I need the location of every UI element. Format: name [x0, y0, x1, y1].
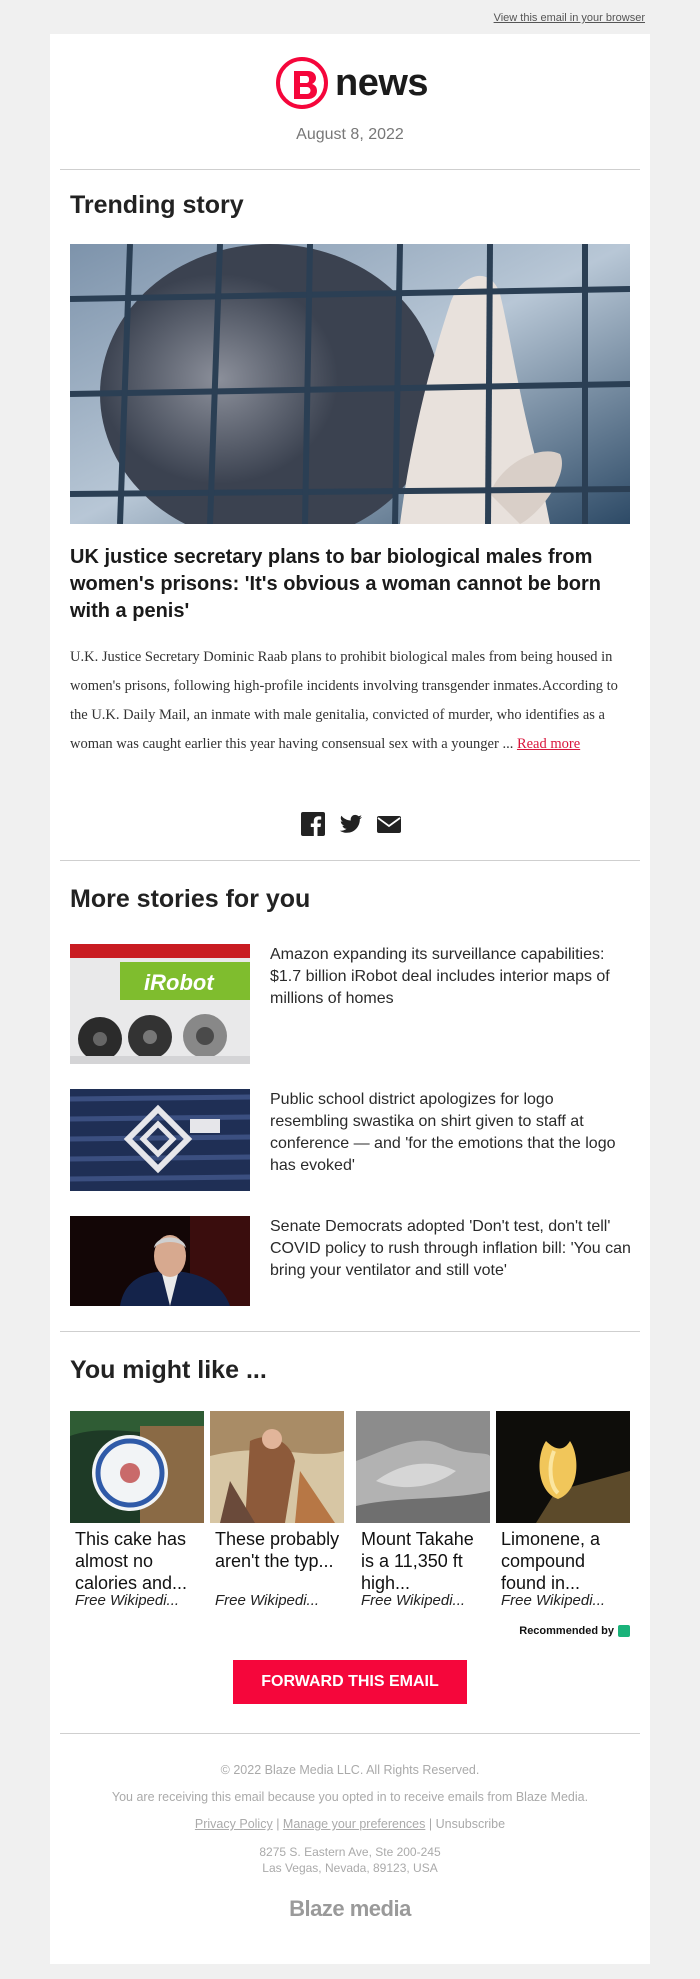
- you-might-like-heading: You might like ...: [70, 1356, 267, 1384]
- trending-headline[interactable]: UK justice secretary plans to bar biological males from women's prisons: 'It's obvious a woman cannot be born with a penis': [70, 546, 601, 622]
- divider: [60, 1733, 640, 1734]
- copyright-text: © 2022 Blaze Media LLC. All Rights Reserved.: [220, 1763, 480, 1777]
- opt-in-notice: You are receiving this email because you opted in to receive emails from Blaze Media.: [111, 1790, 589, 1804]
- recommended-by-label: Recommended by: [519, 1625, 614, 1637]
- rec-image-mountain[interactable]: [356, 1411, 490, 1523]
- blaze-media-logo: Blaze media: [289, 1896, 411, 1921]
- rec-image-illustration[interactable]: [210, 1411, 344, 1523]
- divider: [60, 1331, 640, 1332]
- rec-source-2: Free Wikipedi...: [215, 1592, 320, 1609]
- trending-body: U.K. Justice Secretary Dominic Raab plans to prohibit biological males from being housed in women's prisons, following high-profile incidents involving transgender inmates.According to the U.K. Daily Mail, an inmate with male genitalia, convicted of murder, who identifies as a woman was caught earlier this year having consensual sex with a younger ...: [70, 649, 618, 752]
- story-image-brand-text: iRobot: [144, 970, 214, 995]
- view-in-browser-link[interactable]: View this email in your browser: [493, 12, 645, 24]
- recommender-logo-icon: [618, 1625, 630, 1637]
- email-share-icon[interactable]: [376, 811, 402, 837]
- divider: [60, 169, 640, 170]
- more-stories-heading: More stories for you: [70, 885, 311, 913]
- story-image-irobot[interactable]: [70, 944, 250, 1064]
- address-line-2: Las Vegas, Nevada, 89123, USA: [262, 1861, 438, 1875]
- story-image-logo-shirt[interactable]: [70, 1089, 250, 1191]
- unsubscribe-link[interactable]: Unsubscribe: [435, 1817, 506, 1831]
- trending-summary: [70, 643, 630, 759]
- twitter-icon[interactable]: [338, 811, 364, 837]
- privacy-policy-link[interactable]: Privacy Policy: [194, 1817, 273, 1831]
- email-card: [50, 34, 650, 1964]
- rec-title-3[interactable]: Mount Takahe is a 11,350 ft high...: [361, 1529, 474, 1593]
- rec-source-4: Free Wikipedi...: [501, 1592, 606, 1609]
- share-bar: [300, 811, 402, 837]
- story-title-2[interactable]: Public school district apologizes for logo resembling swastika on shirt given to staff at conference — and 'for the emotions that the logo has evoked': [270, 1091, 616, 1174]
- trending-heading: Trending story: [70, 191, 244, 219]
- rec-title-1[interactable]: This cake has almost no calories and...: [75, 1529, 188, 1593]
- story-title-3[interactable]: Senate Democrats adopted 'Don't test, don't tell' COVID policy to rush through inflation bill: 'You can bring your ventilator and still vote': [270, 1218, 631, 1279]
- read-more-link[interactable]: Read more: [516, 736, 581, 752]
- rec-title-2[interactable]: These probably aren't the typ...: [215, 1529, 340, 1571]
- rec-image-limonene[interactable]: [496, 1411, 630, 1523]
- blaze-logo-icon: [275, 56, 329, 110]
- email-date: August 8, 2022: [296, 126, 404, 143]
- story-image-senator[interactable]: [70, 1216, 250, 1306]
- trending-image[interactable]: [70, 244, 630, 524]
- rec-image-cake[interactable]: [70, 1411, 204, 1523]
- facebook-icon[interactable]: [300, 811, 326, 837]
- footer-links: [50, 1817, 650, 1831]
- link-separator: |: [428, 1817, 433, 1831]
- address-line-1: 8275 S. Eastern Ave, Ste 200-245: [259, 1845, 441, 1859]
- link-separator: |: [276, 1817, 280, 1831]
- recommended-by[interactable]: [519, 1625, 630, 1637]
- rec-title-4[interactable]: Limonene, a compound found in...: [501, 1529, 601, 1593]
- story-title-1[interactable]: Amazon expanding its surveillance capabilities: $1.7 billion iRobot deal includes interior maps of millions of homes: [270, 946, 610, 1007]
- logo-wordmark: news: [335, 62, 429, 104]
- manage-preferences-link[interactable]: Manage your preferences: [282, 1817, 426, 1831]
- divider: [60, 860, 640, 861]
- forward-email-button[interactable]: FORWARD THIS EMAIL: [233, 1660, 467, 1704]
- rec-source-1: Free Wikipedi...: [75, 1592, 180, 1609]
- rec-source-3: Free Wikipedi...: [361, 1592, 466, 1609]
